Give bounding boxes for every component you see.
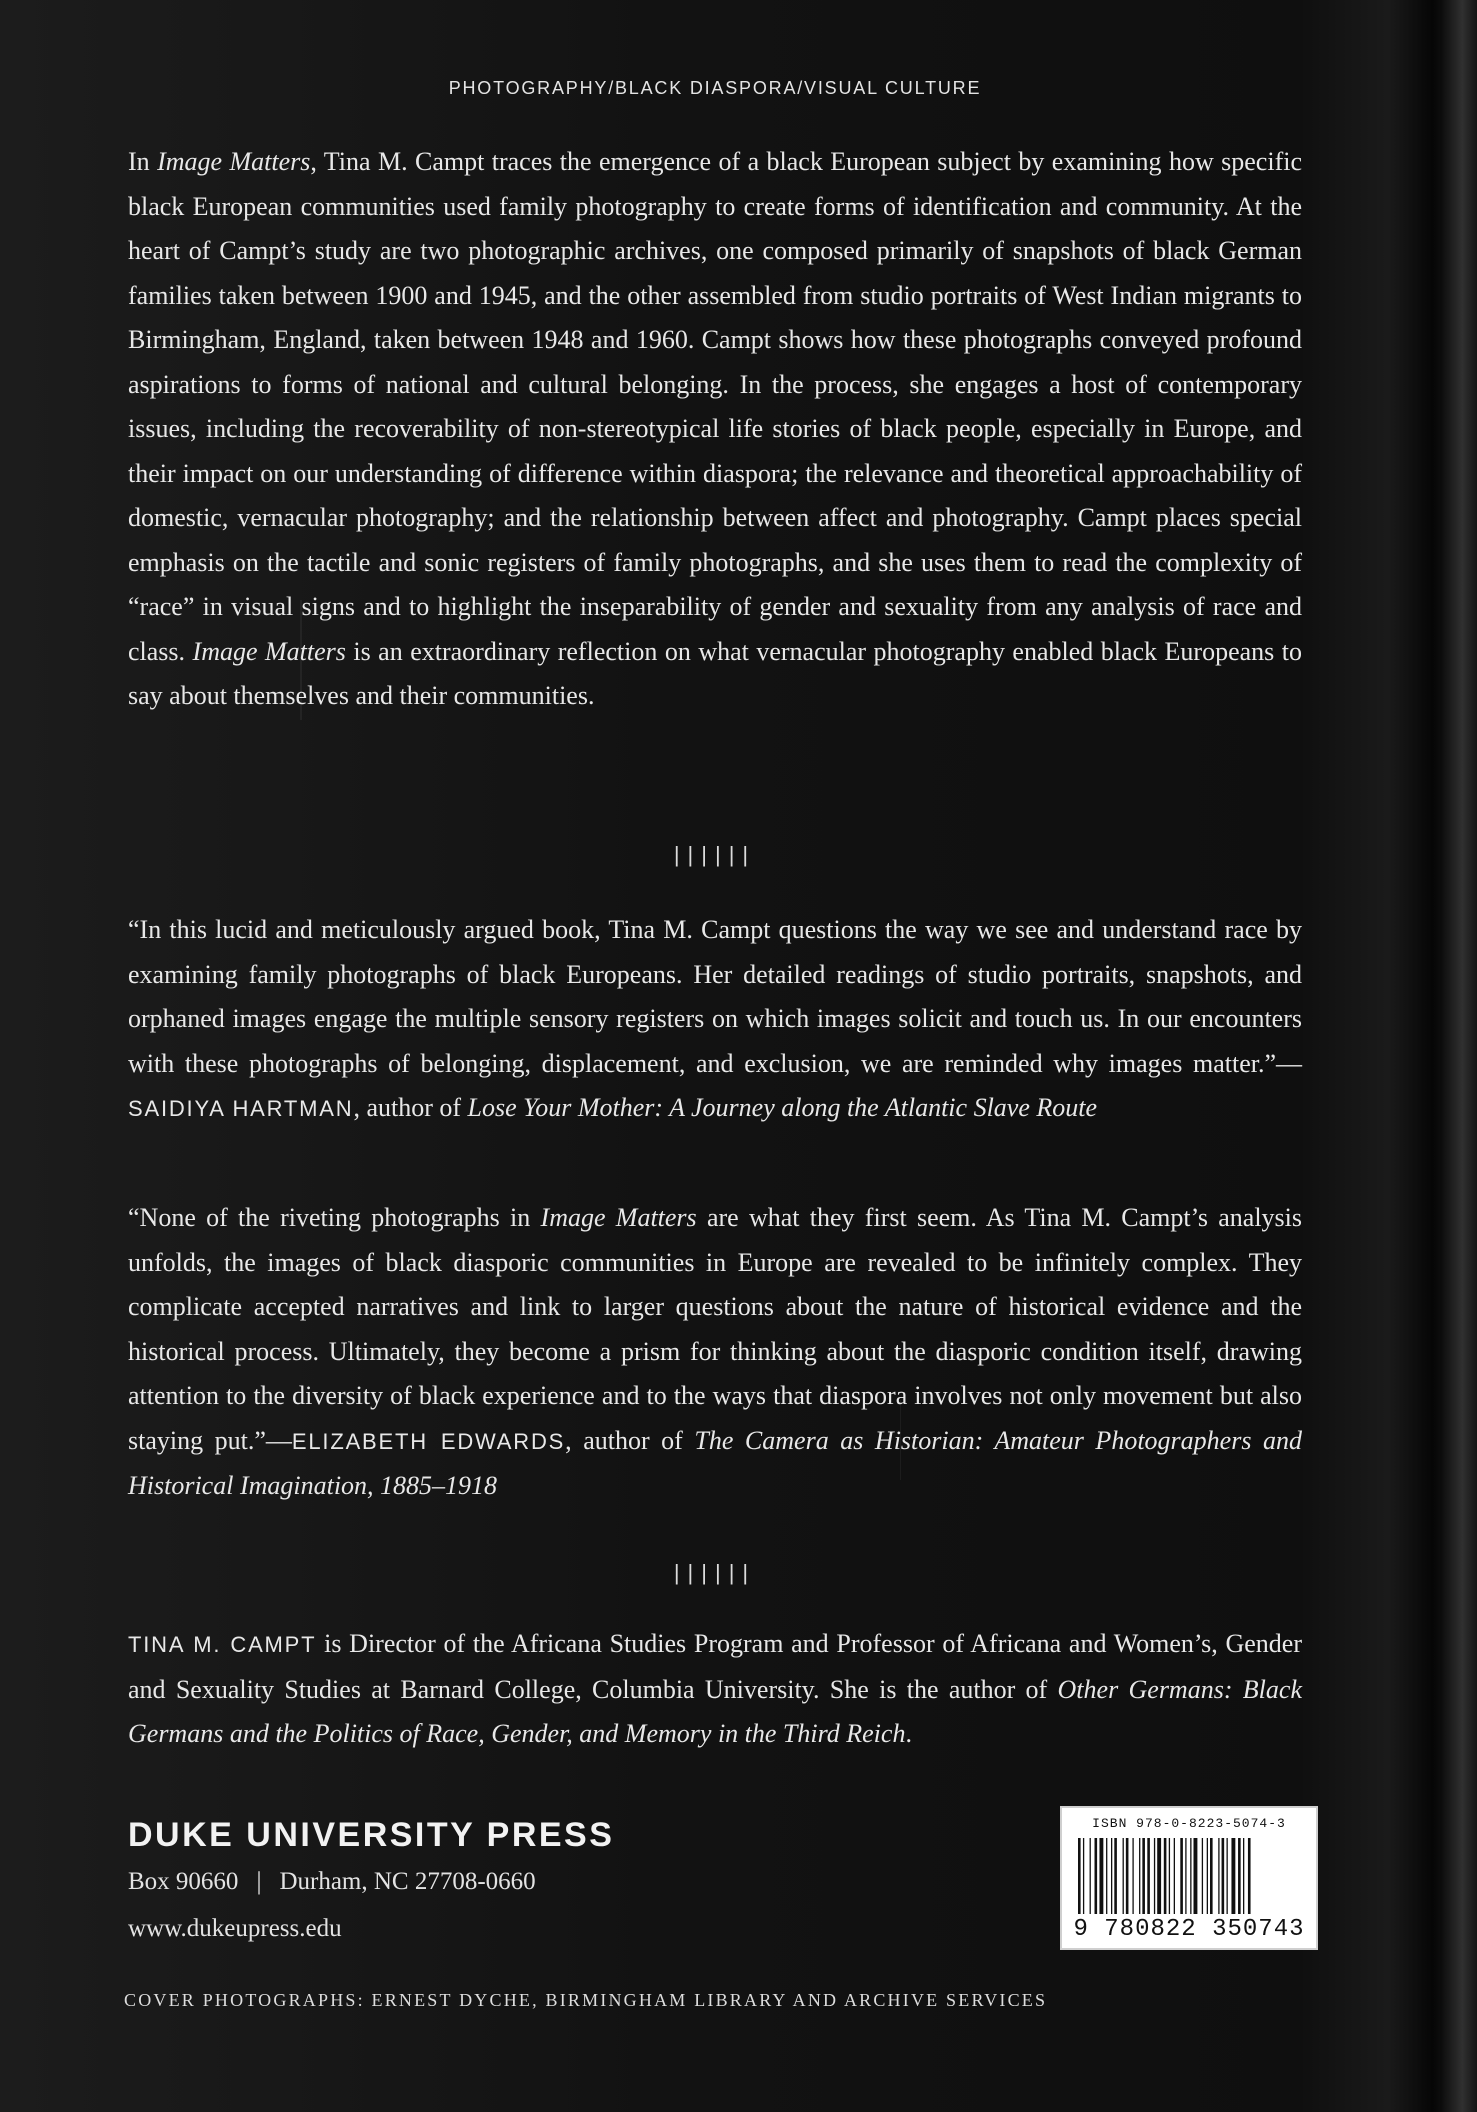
- book-title: Image Matters: [192, 636, 346, 666]
- barcode-bar: [1095, 1838, 1098, 1914]
- barcode-bar: [1111, 1838, 1112, 1914]
- publisher-website: www.dukeupress.edu: [128, 1915, 342, 1942]
- barcode-bar: [1218, 1838, 1219, 1914]
- barcode-bar: [1132, 1838, 1133, 1914]
- barcode-bar: [1164, 1838, 1167, 1914]
- barcode-bar: [1227, 1838, 1228, 1914]
- cover-photo-credits: COVER PHOTOGRAPHS: ERNEST DYCHE, BIRMINGHAM LIBRARY AND ARCHIVE SERVICES: [124, 1990, 1048, 2010]
- publisher-name: DUKE UNIVERSITY PRESS: [128, 1816, 615, 1854]
- barcode-bar: [1231, 1838, 1235, 1914]
- barcode-bar: [1248, 1838, 1251, 1914]
- book-title: Image Matters: [540, 1203, 697, 1232]
- author-book-title: Other Germans: Black Germans and the Politics of Race, Gender, and Memory in the Third Reich: [128, 1674, 1302, 1748]
- section-divider: ||||||: [673, 1560, 757, 1585]
- barcode-bar: [1185, 1838, 1186, 1914]
- barcode-bar: [1147, 1838, 1150, 1914]
- endorsement-quote-edwards: “None of the riveting photographs in Image Matters are what they first seem. As Tina M. Campt’s analysis unfolds, the images of black diasporic communities in Europe are revealed to be infinitely complex. They complicate accepted narratives and link to larger questions about the nature of historical evidence and the historical process. Ultimately, they become a prism for thinking about the diasporic condition itself, drawing attention to the diversity of black experience and to the ways that diaspora involves not only movement but also staying put.”—ELIZABETH EDWARDS, author of The Camera as Historian: Amateur Photographers and Historical Imagination, 1885–1918: [128, 1203, 1303, 1500]
- barcode-bar: [1090, 1838, 1091, 1914]
- barcode-bar: [1222, 1838, 1225, 1914]
- barcode-bar: [1078, 1838, 1081, 1914]
- book-spine-edge: [1440, 0, 1477, 2112]
- barcode-bar: [1114, 1838, 1117, 1914]
- barcode-bar: [1142, 1838, 1145, 1914]
- endorsement-quote-hartman: “In this lucid and meticulously argued book, Tina M. Campt questions the way we see and understand race by examining family photographs of black Europeans. Her detailed readings of studio portraits, snapshots, and orphaned images engage the multiple sensory registers on which images solicit and touch us. In our encounters with these photographs of belonging, displacement, and exclusion, we are reminded why images matter.”—SAIDIYA HARTMAN, author of Lose Your Mother: A Journey along the Atlantic Slave Route: [128, 915, 1302, 1122]
- barcode-bar: [1180, 1838, 1183, 1914]
- barcode-bar: [1154, 1838, 1155, 1914]
- section-divider: ||||||: [673, 842, 757, 867]
- author-bio: TINA M. CAMPT is Director of the Africana Studies Program and Professor of Africana and Women’s, Gender and Sexuality Studies at Barnard College, Columbia University. She is the author of Other Germans: Black Germans and the Politics of Race, Gender, and Memory in the Third Reich.: [128, 1629, 1302, 1748]
- endorser-book-title: The Camera as Historian: Amateur Photographers and Historical Imagination, 1885–1918: [128, 1425, 1302, 1500]
- barcode-bar: [1210, 1838, 1213, 1914]
- author-name: TINA M. CAMPT: [128, 1632, 317, 1657]
- barcode-bar: [1194, 1838, 1198, 1914]
- barcode-bar: [1174, 1838, 1175, 1914]
- barcode-bar: [1169, 1838, 1170, 1914]
- barcode-bar: [1139, 1838, 1140, 1914]
- barcode-bar: [1123, 1838, 1124, 1914]
- barcode-bar: [1202, 1838, 1203, 1914]
- barcode-bar: [1099, 1838, 1103, 1914]
- book-title: Image Matters: [157, 147, 311, 176]
- barcode-bar: [1106, 1838, 1107, 1914]
- barcode-bar: [1238, 1838, 1241, 1914]
- isbn-number: ISBN 978-0-8223-5074-3: [1092, 1816, 1286, 1831]
- book-description: In Image Matters, Tina M. Campt traces the emergence of a black European subject by examining how specific black European communities used family photography to create forms of identification and community. At the heart of Campt’s study are two photographic archives, one composed primarily of snapshots of black German families taken between 1900 and 1945, and the other assembled from studio portraits of West Indian migrants to Birmingham, England, taken between 1948 and 1960. Campt shows how these photographs conveyed profound aspirations to forms of national and cultural belonging. In the process, she engages a host of contemporary issues, including the recoverability of non-stereotypical life stories of black people, especially in Europe, and their impact on our understanding of difference within diaspora; the relevance and theoretical approachability of domestic, vernacular photography; and the relationship between affect and photography. Campt places special emphasis on the tactile and sonic registers of family photographs, and she uses them to read the complexity of “race” in visual signs and to highlight the inseparability of gender and sexuality from any analysis of race and class. Image Matters is an extraordinary reflection on what vernacular photography enabled black Europeans to say about themselves and their communities.: [128, 147, 1302, 710]
- endorser-name: ELIZABETH EDWARDS: [291, 1428, 566, 1454]
- publisher-address: Box 90660 | Durham, NC 27708-0660: [128, 1868, 536, 1895]
- barcode-bar: [1243, 1838, 1244, 1914]
- endorser-name: SAIDIYA HARTMAN: [128, 1096, 354, 1121]
- barcode-bar: [1207, 1838, 1208, 1914]
- barcode-bar: [1126, 1838, 1129, 1914]
- barcode-bar: [1083, 1838, 1084, 1914]
- isbn-barcode: [1060, 1806, 1318, 1950]
- barcode-bars: [1078, 1838, 1300, 1916]
- barcode-bar: [1157, 1838, 1161, 1914]
- endorser-book-title: Lose Your Mother: A Journey along the Atlantic Slave Route: [467, 1093, 1098, 1122]
- ean-digits: 9 780822 350743: [1073, 1916, 1305, 1943]
- barcode-bar: [1190, 1838, 1191, 1914]
- category-heading: PHOTOGRAPHY/BLACK DIASPORA/VISUAL CULTURE: [448, 78, 982, 98]
